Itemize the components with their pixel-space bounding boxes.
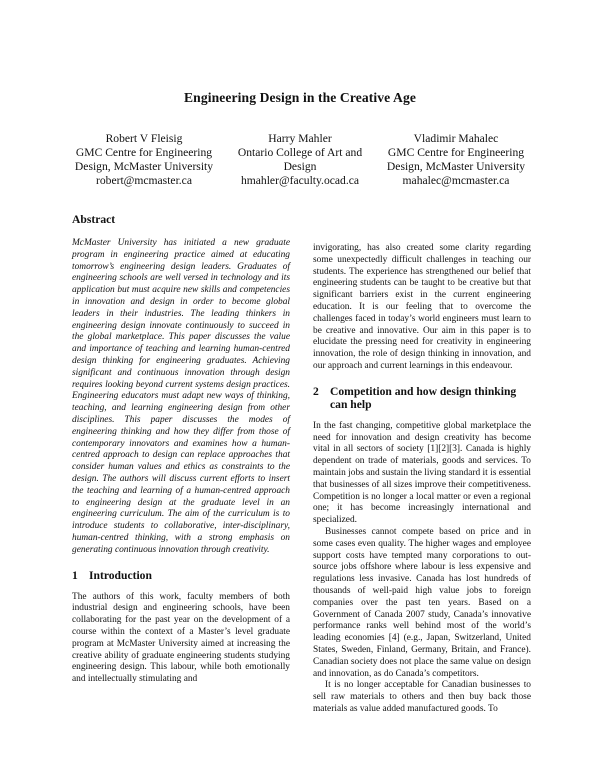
body-paragraph: Businesses cannot compete based on price and in some cases even quality. The higher wages and employee support costs have tempted many corporations to out-source jobs offshore where labour is less expensive and regulations less invasive. Canada has lost hundreds of thousands of well-paid high value jobs to foreign companies over the past ten years. Based on a Government of Canada 2007 study, Canada’s innovative performance ranks well behind most of the world’s leading economies [4] (e.g., Japan, Switzerland, United States, Sweden, Finland, Germany, Britain, and France). Canadian society does not place the same value on design and innovation, as do Canada’s competitors. xyxy=(313,526,531,679)
intro-paragraph: The authors of this work, faculty members of both industrial design and engineering schools, have been collaborating for the past year on the development of a course within the context of a Master’s level graduate program at McMaster University aimed at increasing the creative ability of graduate engineering students studying engineering design. This labour, while both emotionally and intellectually stimulating and xyxy=(72,591,290,685)
author-affiliation: Design xyxy=(283,160,317,173)
body-paragraph: It is no longer acceptable for Canadian businesses to sell raw materials to others and then buy back those materials as value added manufactured goods. To xyxy=(313,680,531,714)
body-paragraph: In the fast changing, competitive global marketplace the need for innovation and design creativity has become vital in all sectors of society [1][2][3]. Canada is highly dependent on trade of materials, goods and services. To maintain jobs and sustain the living standard it is essential that businesses of all sizes improve their competitiveness. Competition is no longer a local matter or even a regional one; it has become increasingly international and specialized. xyxy=(313,420,531,526)
author-name: Harry Mahler xyxy=(268,132,332,145)
section-number: 1 xyxy=(72,568,78,582)
author-email: hmahler@faculty.ocad.ca xyxy=(240,174,360,187)
author-email: robert@mcmaster.ca xyxy=(96,174,192,187)
author-email: mahalec@mcmaster.ca xyxy=(402,174,510,187)
author-affiliation: Design, McMaster University xyxy=(74,160,214,173)
author-block-3 xyxy=(366,132,546,188)
abstract-text: McMaster University has initiated a new graduate program in engineering practice aimed at educating tomorrow’s engineering design leaders. Graduates of engineering schools are well versed in technology and its application but must acquire new skills and competencies in innovation and design in order to become global leaders in their industries. The leading thinkers in engineering design innovate continuously to succeed in the global marketplace. This paper discusses the value and importance of teaching and learning human-centred design thinking for engineering graduates. Achieving significant and continuous innovation through design requires looking beyond current systems design practices. Engineering educators must adapt new ways of thinking, teaching, and learning engineering design from other disciplines. This paper discusses the modes of engineering thinking and how they differ from those of contemporary innovators and examines how a human-centred approach to design can replace approaches that consider human values and ethics as constraints to the design. The authors will discuss current efforts to insert the teaching and learning of a human-centred approach to engineering design at the graduate level in an engineering curriculum. The aim of the curriculum is to introduce students to collaborative, inter-disciplinary, human-centred thinking, with a strong emphasis on generating continuous innovation through creativity. xyxy=(72,238,290,555)
author-name: Robert V Fleisig xyxy=(105,132,183,145)
intro-paragraph-continued: invigorating, has also created some clarity regarding some unexpectedly difficult challenges in teaching our students. The experience has strengthened our belief that engineering students can be taught to be creative but that significant barriers exist in the current engineering education. It is our feeling that to overcome the challenges faced in today’s world engineers must learn to be creative and innovative. Our aim in this paper is to elucidate the pressing need for creativity in engineering innovation, the role of design thinking in innovation, and our approach and current learnings in this endeavour. xyxy=(313,243,531,371)
section-heading-competition xyxy=(313,385,531,411)
section-number: 2 xyxy=(313,384,319,398)
author-affiliation: GMC Centre for Engineering xyxy=(75,146,213,159)
section-heading-introduction xyxy=(72,569,290,582)
author-name: Vladimir Mahalec xyxy=(413,132,499,145)
left-column xyxy=(72,213,290,686)
author-affiliation: Design, McMaster University xyxy=(386,160,526,173)
author-affiliation: GMC Centre for Engineering xyxy=(387,146,525,159)
abstract-heading: Abstract xyxy=(72,213,116,226)
author-affiliation: Ontario College of Art and xyxy=(237,146,363,159)
author-block-1 xyxy=(54,132,234,188)
author-block-2 xyxy=(210,132,390,188)
section-title: Introduction xyxy=(89,568,152,582)
right-column xyxy=(313,243,531,716)
section-title: Competition and how design thinking can help xyxy=(330,384,517,411)
paper-title: Engineering Design in the Creative Age xyxy=(184,90,416,105)
